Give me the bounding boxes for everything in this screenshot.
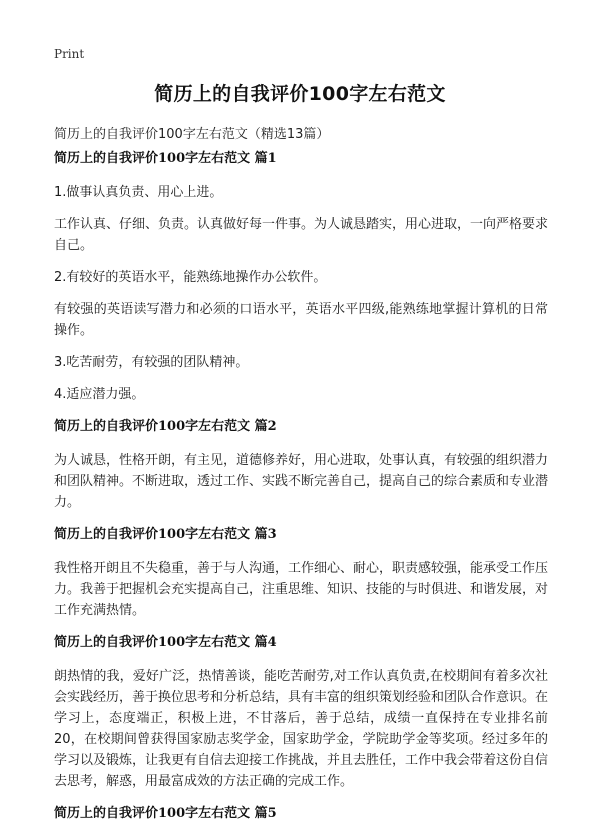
- section-heading: 简历上的自我评价100字左右范文 篇1: [54, 151, 277, 166]
- paragraph: 有较强的英语读写潜力和必须的口语水平，英语水平四级,能熟练地掌握计算机的日常操作。: [54, 302, 548, 338]
- paragraph-spacer: [54, 256, 548, 267]
- paragraph-spacer: [54, 544, 548, 558]
- paragraph-spacer: [54, 288, 548, 299]
- section-spacer: [54, 792, 548, 805]
- paragraph-spacer: [54, 373, 548, 384]
- paragraph: 我性格开朗且不失稳重，善于与人沟通，工作细心、耐心，职责感较强，能承受工作压力。我善于把握机会充实提高自己，注重思维、知识、技能的与时俱进、和谐发展，对工作充满热情。: [54, 561, 549, 618]
- page-title: 简历上的自我评价100字左右范文: [154, 83, 446, 105]
- paragraph: 4.适应潜力强。: [54, 387, 145, 402]
- print-link[interactable]: Print: [54, 47, 85, 61]
- page-subtitle: 简历上的自我评价100字左右范文（精选13篇）: [54, 127, 330, 142]
- section-heading: 简历上的自我评价100字左右范文 篇2: [54, 419, 277, 434]
- section-heading: 简历上的自我评价100字左右范文 篇3: [54, 527, 277, 542]
- paragraph-spacer: [54, 652, 548, 666]
- paragraph: 1.做事认真负责、用心上进。: [54, 185, 223, 200]
- section-heading: 简历上的自我评价100字左右范文 篇4: [54, 635, 277, 650]
- paragraph: 2.有较好的英语水平，能熟练地操作办公软件。: [54, 270, 327, 285]
- paragraph: 朗热情的我，爱好广泛，热情善谈，能吃苦耐劳,对工作认真负责,在校期间有着多次社会实践经历，善于换位思考和分析总结，具有丰富的组织策划经验和团队合作意识。在学习上，态度端正，积极上进，不甘落后，善于总结，成绩一直保持在专业排名前20，在校期间曾获得国家励志奖学金，国家助学金，学院助学金等奖项。经过多年的学习以及锻炼，让我更有自信去迎接工作挑战，并且去胜任，工作中我会带着这份自信去思考，解惑，用最富成效的方法正确的完成工作。: [54, 669, 549, 789]
- paragraph-spacer: [54, 203, 548, 214]
- paragraph: 为人诚恳，性格开朗，有主见，道德修养好，用心进取，处事认真，有较强的组织潜力和团队精神。不断进取，透过工作、实践不断完善自己，提高自己的综合素质和专业潜力。: [54, 453, 549, 510]
- paragraph-spacer: [54, 436, 548, 450]
- section-spacer: [54, 405, 548, 418]
- paragraph-spacer: [54, 168, 548, 182]
- article-body: [54, 150, 548, 823]
- paragraph: 3.吃苦耐劳，有较强的团队精神。: [54, 355, 249, 370]
- section-heading: 简历上的自我评价100字左右范文 篇5: [54, 806, 277, 821]
- section-spacer: [54, 621, 548, 634]
- paragraph-spacer: [54, 341, 548, 352]
- paragraph: 工作认真、仔细、负责。认真做好每一件事。为人诚恳踏实，用心进取，一向严格要求自己。: [54, 217, 549, 253]
- section-spacer: [54, 513, 548, 526]
